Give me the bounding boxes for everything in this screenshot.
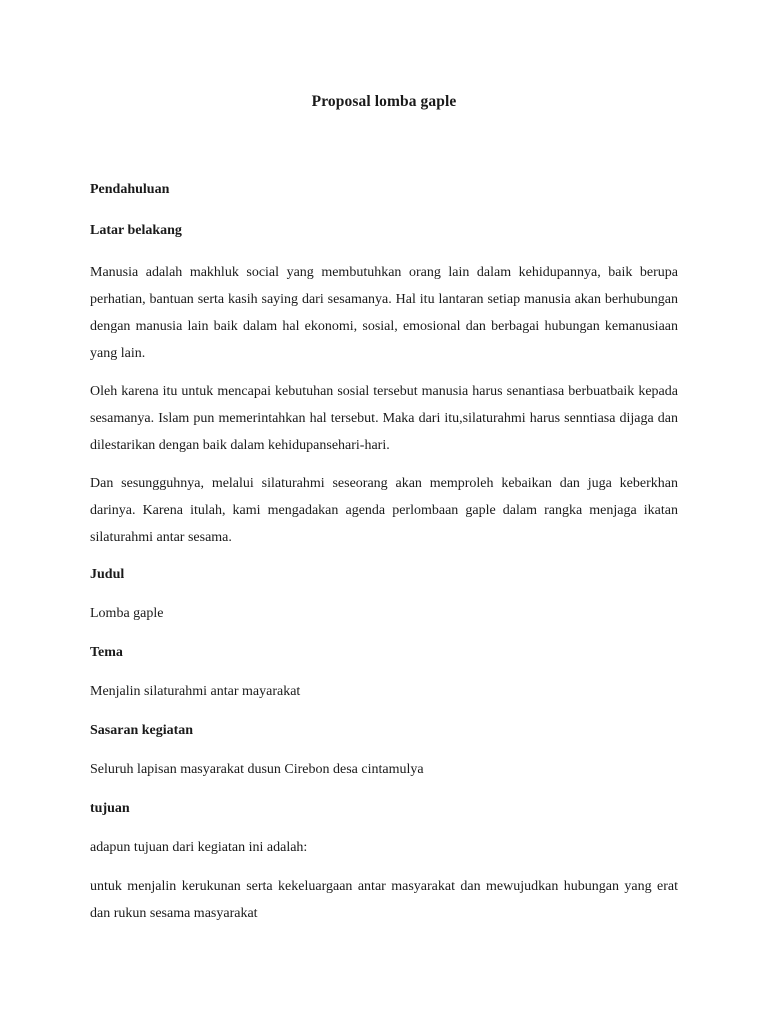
document-body: [90, 180, 678, 927]
tujuan-point: untuk menjalin kerukunan serta kekeluargaan antar masyarakat dan mewujudkan hubungan yang erat dan rukun sesama masyarakat: [90, 879, 678, 921]
heading-pendahuluan: Pendahuluan: [90, 182, 170, 197]
tema-value: Menjalin silaturahmi antar mayarakat: [90, 684, 301, 699]
paragraph-1: Manusia adalah makhluk social yang membutuhkan orang lain dalam kehidupannya, baik berupa perhatian, bantuan serta kasih saying dari sesamanya. Hal itu lantaran setiap manusia akan berhubungan dengan manusia lain baik dalam hal ekonomi, sosial, emosional dan berbagai hubungan kemanusiaan yang lain.: [90, 265, 678, 361]
heading-tema: Tema: [90, 645, 123, 660]
heading-tujuan: tujuan: [90, 801, 130, 816]
document-title: Proposal lomba gaple: [311, 93, 457, 110]
paragraph-2: Oleh karena itu untuk mencapai kebutuhan sosial tersebut manusia harus senantiasa berbuatbaik kepada sesamanya. Islam pun memerintahkan hal tersebut. Maka dari itu,silaturahmi harus senntiasa dijaga dan dilestarikan dengan baik dalam kehidupansehari-hari.: [90, 384, 678, 453]
sasaran-value: Seluruh lapisan masyarakat dusun Cirebon desa cintamulya: [90, 762, 424, 777]
heading-latar-belakang: Latar belakang: [90, 223, 182, 238]
judul-value: Lomba gaple: [90, 606, 164, 621]
heading-sasaran-kegiatan: Sasaran kegiatan: [90, 723, 194, 738]
tujuan-intro: adapun tujuan dari kegiatan ini adalah:: [90, 840, 308, 855]
paragraph-3: Dan sesungguhnya, melalui silaturahmi seseorang akan memproleh kebaikan dan juga keberkhan darinya. Karena itulah, kami mengadakan agenda perlombaan gaple dalam rangka menjaga ikatan silaturahmi antar sesama.: [90, 476, 678, 545]
heading-judul: Judul: [90, 567, 125, 582]
